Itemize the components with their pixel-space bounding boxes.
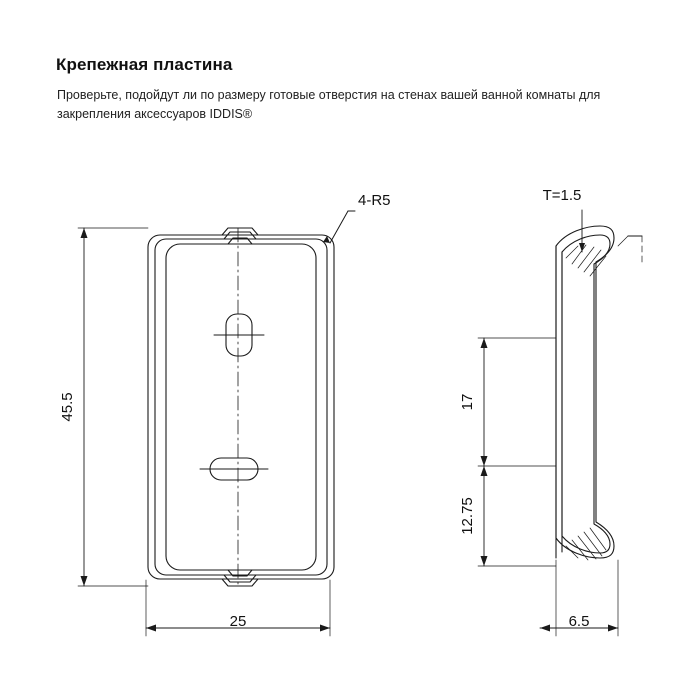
page-title: Крепежная пластина bbox=[56, 55, 233, 74]
page-subtitle: Проверьте, подойдут ли по размеру готовые отверстия на стенах вашей ванной комнаты для закрепления аксессуаров IDDIS® bbox=[57, 88, 601, 121]
dim-side-17 bbox=[478, 338, 556, 466]
label-thickness: T=1.5 bbox=[542, 187, 582, 204]
label-side-lower: 12.75 bbox=[459, 497, 476, 535]
label-corner-radius: 4-R5 bbox=[358, 192, 391, 209]
dim-height-45-5 bbox=[78, 228, 148, 586]
corner-radius-leader bbox=[323, 211, 355, 243]
dim-side-12-75 bbox=[478, 466, 556, 566]
label-side-upper: 17 bbox=[459, 393, 476, 411]
label-front-height: 45.5 bbox=[59, 392, 76, 422]
side-view-outline bbox=[556, 226, 614, 560]
dim-thickness-leader bbox=[579, 210, 642, 266]
label-side-width: 6.5 bbox=[568, 613, 590, 630]
label-front-width: 25 bbox=[229, 613, 247, 630]
front-view-outline bbox=[148, 228, 334, 586]
